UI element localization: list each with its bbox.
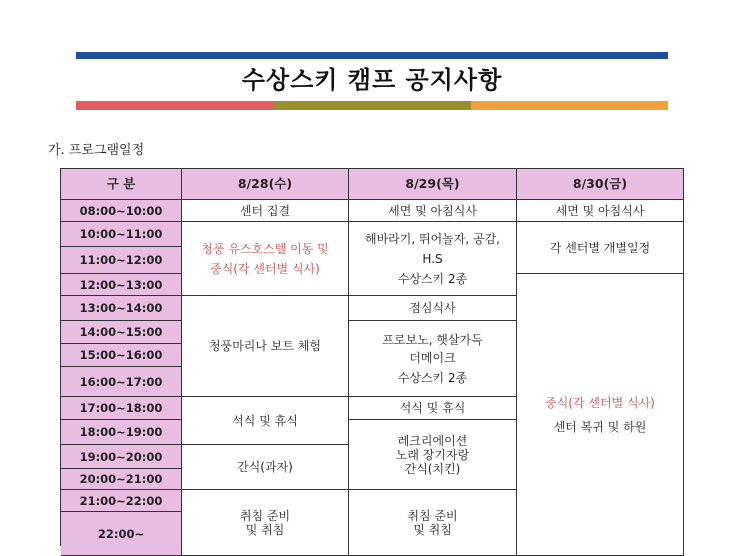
day1-move-line2: 중식(각 센터별 식사) [210,261,320,276]
day2-rec-line3: 간식(치킨) [404,461,461,476]
time-slot: 08:00~10:00 [61,200,182,222]
time-slot: 22:00~ [61,512,182,556]
day2-activities [349,222,517,296]
schedule-table [60,168,684,546]
day2-rec-line2: 노래 장기자랑 [395,447,470,462]
day3-return: 센터 복귀 및 하원 [553,419,647,434]
day2-recreation [349,420,517,490]
day2-pm-line1: 프로보노, 햇살가득 [382,332,483,347]
day2-rec-line1: 레크리에이션 [397,433,468,448]
day1-bed-line2: 및 취침 [245,522,285,537]
time-slot: 11:00~12:00 [61,247,182,274]
day2-act-line1: 해바라기, 뛰어놀자, 공감, [365,231,500,246]
day2-act-line2: H.S [422,251,443,266]
day1-move-lunch [182,222,349,296]
time-slot: 18:00~19:00 [61,420,182,445]
day2-bed-line2: 및 취침 [413,522,452,537]
time-slot: 13:00~14:00 [61,296,182,321]
day1-dinner: 석식 및 휴식 [182,397,349,445]
day2-pm-line2: 더메이크 [409,350,456,365]
day2-afternoon [349,321,517,397]
time-slot: 17:00~18:00 [61,397,182,420]
time-slot: 14:00~15:00 [61,321,182,344]
section-label: 가. 프로그램일정 [48,143,145,158]
day2-bed-line1: 취침 준비 [407,508,458,523]
page-title: 수상스키 캠프 공지사항 [241,66,503,94]
day1-bed-line1: 취침 준비 [239,508,291,523]
day2-bedtime [349,490,517,556]
day1-move-line1: 청풍 유스호스텔 이동 및 [201,241,329,256]
time-slot: 19:00~20:00 [61,445,182,469]
bar-segment-olive [273,101,470,110]
day1-gather: 센터 집결 [182,200,349,222]
day3-lunch: 중식(각 센터별 식사) [545,395,655,410]
time-slot: 16:00~17:00 [61,367,182,397]
day2-act-line3: 수상스키 2종 [397,271,468,286]
header-day3: 8/30(금) [517,169,684,200]
day3-wash: 세면 및 아침식사 [517,200,684,222]
header-category: 구 분 [61,169,182,200]
bar-segment-red [76,101,273,110]
day2-wash: 세면 및 아침식사 [349,200,517,222]
header-day2: 8/29(목) [349,169,517,200]
day3-lunch-return [517,274,684,556]
day2-pm-line3: 수상스키 2종 [397,370,468,385]
time-slot: 12:00~13:00 [61,274,182,296]
title-bottom-bar [76,101,668,110]
time-slot: 21:00~22:00 [61,490,182,512]
day1-bedtime [182,490,349,556]
day2-lunch: 점심식사 [349,296,517,321]
day1-boat: 청풍마리나 보트 체험 [182,296,349,397]
bar-segment-orange [471,101,668,110]
day3-individual: 각 센터별 개별일정 [517,222,684,274]
day2-dinner: 석식 및 휴식 [349,397,517,420]
day1-snack: 간식(과자) [182,445,349,490]
header-day1: 8/28(수) [182,169,349,200]
time-slot: 15:00~16:00 [61,344,182,367]
title-top-bar [76,52,668,59]
time-slot: 20:00~21:00 [61,469,182,490]
time-slot: 10:00~11:00 [61,222,182,247]
